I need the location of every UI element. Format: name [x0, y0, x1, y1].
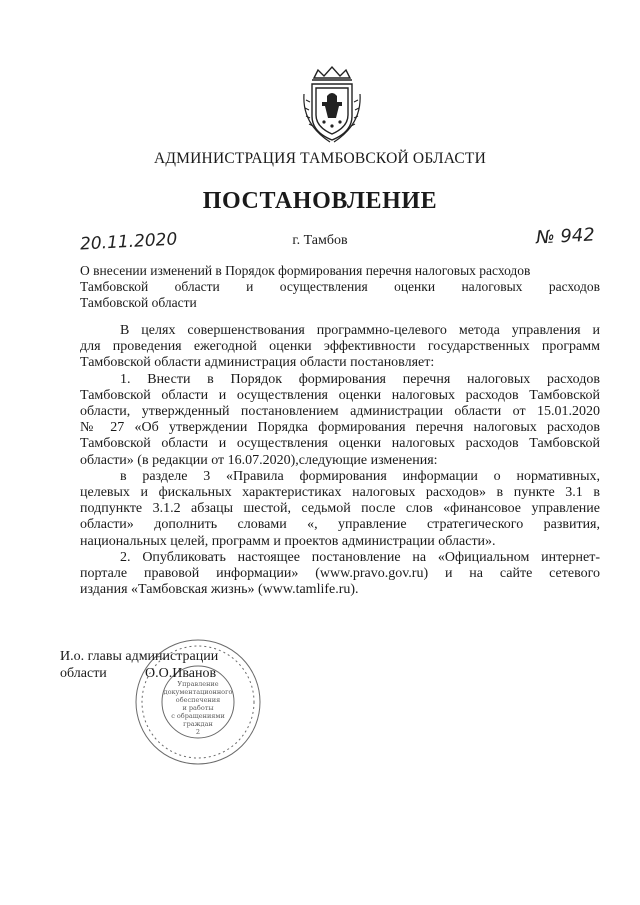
document-body: [80, 323, 600, 598]
text-line: 2. Опубликовать настоящее постановление на «Официальном интернет-: [120, 549, 600, 565]
preamble-paragraph: [80, 323, 600, 372]
text-line: 1. Внести в Порядок формирования перечня налоговых расходов: [120, 371, 600, 387]
svg-text:с обращениями: с обращениями: [171, 712, 225, 720]
svg-text:Управление: Управление: [177, 680, 219, 688]
subject-line: О внесении изменений в Порядок формирования перечня налоговых расходов: [80, 263, 531, 278]
text-line: национальных целей, программ и проектов администрации области».: [80, 533, 496, 549]
text-line: подпункте 3.1.2 абзацы шестой, седьмой после слов «финансовое управление: [80, 501, 600, 517]
document-date: 20.11.2020: [79, 229, 178, 255]
document-type-title: ПОСТАНОВЛЕНИЕ: [202, 188, 438, 214]
organization-name: АДМИНИСТРАЦИЯ ТАМБОВСКОЙ ОБЛАСТИ: [154, 150, 486, 167]
text-line: В целях совершенствования программно-целевого метода управления и: [120, 323, 600, 338]
signatory-name: О.О.Иванов: [145, 666, 217, 681]
tambov-coat-of-arms-emblem: [300, 64, 364, 144]
text-line: портале правовой информации» (www.pravo.gov.ru) и на сайте сетевого: [80, 566, 600, 582]
signatory-position-cont: области: [60, 666, 107, 681]
text-line: для проведения ежегодной оценки эффективности государственных программ: [80, 339, 600, 355]
text-line: области» (в редакции от 16.07.2020),следующие изменения:: [80, 452, 438, 468]
svg-text:и работы: и работы: [182, 704, 214, 712]
svg-text:граждан: граждан: [183, 720, 213, 728]
text-line: Тамбовской области и осуществления оценки налоговых расходов Тамбовской: [80, 436, 600, 452]
document-city: г. Тамбов: [292, 233, 348, 248]
item-1-paragraph: [80, 372, 600, 469]
svg-text:документационного: документационного: [163, 688, 233, 696]
text-line: № 27 «Об утверждении Порядка формирования перечня налоговых расходов: [80, 420, 600, 436]
document-number: № 942: [535, 224, 596, 249]
svg-text:2: 2: [195, 728, 201, 736]
signatory-position: И.о. главы администрации: [60, 649, 219, 664]
text-line: целевых и фискальных характеристиках налоговых расходов» в пункте 3.1 в: [80, 485, 600, 501]
text-line: области, утвержденный постановлением администрации области от 15.01.2020: [80, 404, 600, 420]
text-line: области» дополнить словами «, управление стратегического развития,: [80, 517, 600, 533]
item-2-paragraph: [80, 550, 600, 599]
text-line: Тамбовской области и осуществления оценки налоговых расходов Тамбовской: [80, 387, 600, 403]
svg-text:обеспечения: обеспечения: [175, 696, 221, 704]
subject-line: Тамбовской области и осуществления оценки налоговых расходов: [80, 279, 600, 294]
text-line: в разделе 3 «Правила формирования информации о нормативных,: [120, 468, 600, 484]
text-line: издания «Тамбовская жизнь» (www.tamlife.ru).: [80, 582, 359, 598]
subject-line: Тамбовской области: [80, 295, 197, 310]
signature-block: [60, 648, 218, 682]
item-1-change-paragraph: [80, 469, 600, 550]
text-line: Тамбовской области администрация области постановляет:: [80, 355, 435, 371]
document-subject: [80, 263, 600, 311]
